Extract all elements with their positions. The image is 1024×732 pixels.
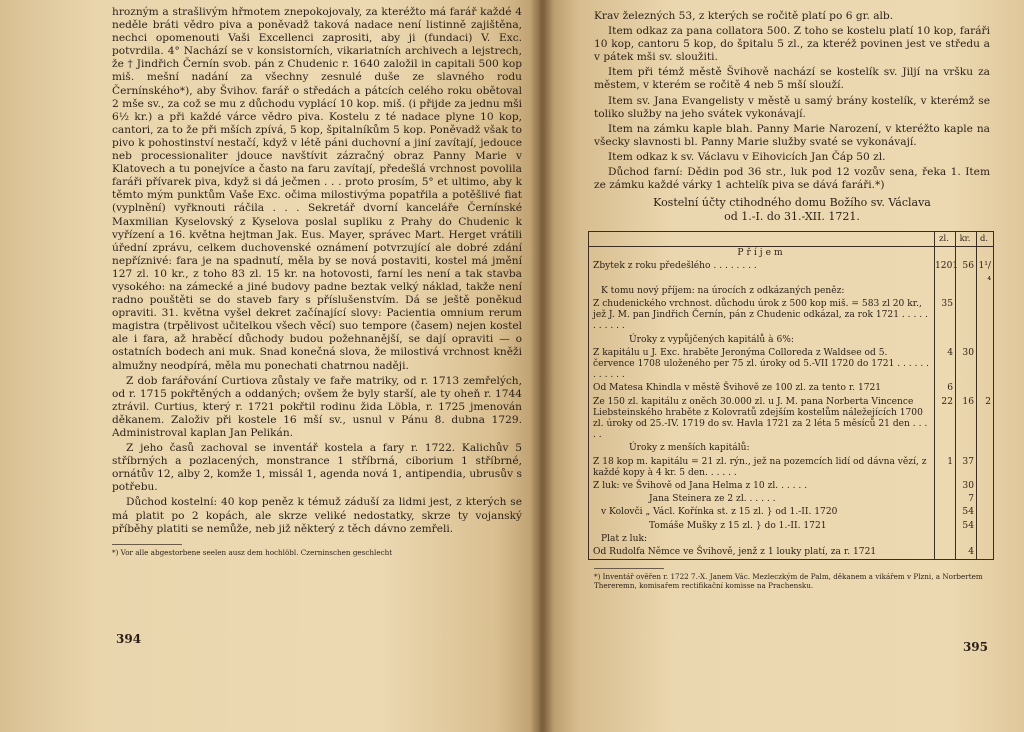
ledger-cell-zl — [934, 285, 955, 298]
ledger-row-description: Z kapitálu u J. Exc. hraběte Jeronýma Colloreda z Waldsee od 5. července 1708 uloženého per 75 zl. úroky od 5.-VII 1720 do 1721 . . . . . . . . . . . . — [593, 347, 930, 381]
right-paragraph: Item na zámku kaple blah. Panny Marie Narození, v kteréžto kaple na všecky slavnosti bl. Panny Marie služby svaté se vykonávají. — [594, 122, 990, 148]
right-paragraph: Item odkaz za pana collatora 500. Z toho se kostelu platí 10 kop, faráři 10 kop, cantoru 5 kop, do špitalu 5 zl., za kteréž povinen jest ve středu a v pátek mši sv. sloužiti. — [594, 25, 990, 64]
ledger-row-description: Od Rudolfa Němce ve Švihově, jenž z 1 louky platí, za r. 1721 — [593, 547, 877, 558]
right-page-text — [594, 10, 990, 192]
ledger-cell-zl — [934, 442, 955, 455]
ledger-row — [589, 520, 993, 533]
ledger-cell-kr: 54 — [955, 520, 976, 533]
ledger-cell-d — [976, 334, 993, 347]
ledger-rows — [589, 260, 993, 559]
right-page-number: 395 — [962, 640, 988, 654]
ledger-cell-zl — [934, 506, 955, 519]
ledger-row — [589, 298, 993, 334]
ledger-cell-zl — [934, 493, 955, 506]
ledger-row-description: v Kolovči „ Václ. Kořínka st. z 15 zl. } od 1.-II. 1720 — [601, 507, 838, 518]
ledger-row-description: Od Matesa Khindla v městě Švihově ze 100 zl. za tento r. 1721 — [593, 383, 882, 394]
ledger-row — [589, 260, 993, 284]
ledger-cell-kr: 7 — [955, 493, 976, 506]
ledger-cell-kr — [955, 334, 976, 347]
ledger-cell-zl — [934, 520, 955, 533]
ledger-cell-d — [976, 480, 993, 493]
ledger-cell-empty — [934, 247, 955, 260]
ledger-cell-zl: 1201 — [934, 260, 955, 284]
ledger-row-description: Z luk: ve Švihově od Jana Helma z 10 zl. . . . . . — [593, 481, 808, 492]
ledger-cell-d — [976, 456, 993, 480]
ledger-row-description: Úroky z menších kapitálů: — [629, 443, 750, 454]
ledger-cell-kr — [955, 285, 976, 298]
footnote-divider — [594, 568, 664, 569]
ledger-cell-d — [976, 520, 993, 533]
ledger-cell-kr: 54 — [955, 506, 976, 519]
ledger-cell-d — [976, 493, 993, 506]
ledger-row-description: Tomáše Mušky z 15 zl. } do 1.-II. 1721 — [649, 520, 827, 531]
ledger-cell-kr: 37 — [955, 456, 976, 480]
left-paragraph: Z jeho časů zachoval se inventář kostela a fary r. 1722. Kalichův 5 stříbrných a pozlacených, monstrance 1 stříbrná, ciborium 1 stříbrné, ornátův 12, alby 2, komže 1, missál 1, agenda nová 1, antipendia, ubrusův s potřebu. — [112, 442, 522, 494]
ledger-cell-zl — [934, 533, 955, 546]
ledger-cell-d — [976, 382, 993, 395]
ledger-header — [589, 232, 993, 247]
right-paragraph: Důchod farní: Dědin pod 36 str., luk pod 12 vozův sena, řeka 1. Item ze zámku každé várky 1 achtelík piva se dává faráři.*) — [594, 166, 990, 192]
ledger-row-description: Z chudenického vrchnost. důchodu úrok z 500 kop miš. = 583 zl 20 kr., jež J. M. pan Jindřich Černín, pán z Chudenic odkázal, za rok 1721 . . . . . . . . . . . — [593, 299, 928, 332]
ledger-cell-d — [976, 533, 993, 546]
right-page — [540, 0, 1024, 732]
ledger-title: Příjem — [737, 248, 786, 259]
ledger-cell-d — [976, 506, 993, 519]
ledger-cell-zl — [934, 480, 955, 493]
footnote-divider — [112, 544, 182, 545]
ledger-cell-zl — [934, 334, 955, 347]
ledger-cell-zl: 4 — [934, 347, 955, 383]
accounts-heading-line1: Kostelní účty ctihodného domu Božího sv. Václava — [653, 196, 931, 210]
ledger-cell-d — [976, 298, 993, 334]
ledger-cell-zl: 35 — [934, 298, 955, 334]
ledger-row — [589, 493, 993, 506]
right-paragraph: Krav železných 53, z kterých se ročitě platí po 6 gr. alb. — [594, 10, 894, 22]
ledger-cell-d — [976, 285, 993, 298]
left-page-number: 394 — [116, 632, 142, 646]
ledger-cell-d — [976, 546, 993, 559]
ledger-cell-d: 2 — [976, 396, 993, 443]
ledger-row-description: Úroky z vypůjčených kapitálů à 6%: — [629, 334, 794, 345]
left-paragraph: hrozným a strašlivým hřmotem znepokojovaly, za kteréžto má farář každé 4 neděle bráti vědro piva a poněvadž taková nadace není listinně zajištěna, nechci opomenouti Vaši Excellenci zaprositi, aby ji (fundaci) V. Exc. potvrdila. 4° Nachází se v konsistorních, vikariatních archivech a lejstrech, že † Jindřich Černín svob. pán z Chudenic r. 1640 založil in capitali 500 kop miš. mešní nadání za všechny zesnulé duše ze slavného rodu Černínského*), aby Švihov. farář o středách a pátcích celého roku obětoval 2 mše sv., za což se mu z důchodu vyplácí 10 kop. miš. (i přijde za jednu mši 6½ kr.) a při každé várce vědro piva. Kostelu z té nadace plyne 10 kop, cantori, za to že při mších zpívá, 5 kop, špitalníkům 5 kop. Poněvadž však to pivo k pohostinství nestačí, když v létě páni duchovní a jiní zavítají, jedouce neb processionaliter jdouce navštívit zázračný obraz Panny Marie v Klatovech a tu ponejvíce a často na faru zavítají, předešlá vrchnost povolila faráři přívarek piva, když si dá ječmen . . . proto prosím, 5° et ultimo, aby k těmto mým punktům Vaše Exc. očima milostivýma popatřila a potěšlivé fiat (vyplnění) vyřknouti ráčila . . . Sekretář dvorní kanceláře Černínské Maxmilian Kyselovský z Kyselova poslal supliku z Prahy do Chudenic k vyřízení a 16. května hejtman Jak. Eus. Mayer, správec Mart. Herget vrátili úřední zprávu, celkem duchovenské oznámení potvrzující ale dobré zdání nepříznivé: fara je na spadnutí, měla by se nová postaviti, kostel má jmění 127 zl. 10 kr., z toho 83 zl. 15 kr. na hotovosti, farní les není a tak stavba vysokého: na zámecké a jiné budovy padne beztak velký náklad, takže není radno pouštěti se do staveb fary s příslušenstvím. Dá se ještě poněkud opraviti. 31. května vyšel dekret začínající slovy: Pacientia omnium rerum magistra (trpělivost učitelkou všech věcí) suo tempore (časem) nejen kostel ale i fara, až hraběcí důchody budou požehnanější, se dají opraviti — o ostatních bodech ani muk. Snad konečná slova, že milostivá vrchnost kněži almužny neodpírá, měla mu ponechati chatrnou naději. — [112, 6, 522, 372]
ledger-row — [589, 396, 993, 443]
right-footnote: *) Inventář ověřen r. 1722 7.-X. Janem Vác. Mezleczkým de Palm, děkanem a vikářem v Plzni, a Norbertem Thereremn, komisařem rectifikační komisse na Prachensku. — [594, 572, 983, 591]
ledger-cell-empty — [976, 247, 993, 260]
right-paragraph: Item sv. Jana Evangelisty v městě u samý brány kostelík, v kterémž se toliko služby na jeho svátek vykonávají. — [594, 94, 990, 120]
ledger-cell-zl: 1 — [934, 456, 955, 480]
ledger-row — [589, 334, 993, 347]
right-paragraph: Item při témž městě Švihově nachází se kostelík sv. Jiljí na vršku za městem, v kterém se ročitě 4 neb 5 mší slouží. — [594, 66, 990, 92]
accounts-ledger — [588, 231, 994, 560]
ledger-row — [589, 285, 993, 298]
ledger-cell-d — [976, 442, 993, 455]
ledger-row-description: Zbytek z roku předešlého . . . . . . . . — [593, 261, 757, 272]
ledger-cell-kr: 4 — [955, 546, 976, 559]
ledger-row — [589, 480, 993, 493]
ledger-row — [589, 347, 993, 383]
ledger-cell-kr — [955, 442, 976, 455]
ledger-cell-kr: 16 — [955, 396, 976, 443]
ledger-row — [589, 506, 993, 519]
ledger-cell-kr — [955, 533, 976, 546]
ledger-row — [589, 533, 993, 546]
ledger-row — [589, 442, 993, 455]
ledger-cell-zl: 6 — [934, 382, 955, 395]
ledger-row — [589, 382, 993, 395]
ledger-row-description: Ze 150 zl. kapitálu z oněch 30.000 zl. u J. M. pana Norberta Vincence Liebsteinského hraběte z Kolovratů zdejším kostelům náležejících 1700 zl. úroky od 25.-IV. 1719 do sv. Havla 1721 za 2 léta 5 měsíců 21 den . . . . . — [593, 396, 928, 441]
left-paragraph: Z dob farářování Curtiova zůstaly ve faře matriky, od r. 1713 zemřelých, od r. 1715 pokřtěných a oddaných; ovšem že byly starší, ale ty oheň r. 1744 ztrávil. Curtius, který r. 1721 pokřtil rodinu žida Löbla, r. 1725 jmenován děkanem. Založiv při kostele 16 mší sv., usnul v Pánu 8. dubna 1729. Administroval kaplan Jan Pelikán. — [112, 374, 522, 439]
ledger-cell-zl — [934, 546, 955, 559]
ledger-col-d: d. — [976, 232, 993, 246]
left-page-text — [112, 6, 522, 536]
ledger-row-description: Z 18 kop m. kapitálu = 21 zl. rýn., jež na pozemcích lidí od dávna vězí, z každé kopy à 4 kr. 5 den. . . . . . — [593, 456, 927, 478]
ledger-cell-empty — [955, 247, 976, 260]
ledger-cell-kr: 30 — [955, 480, 976, 493]
right-paragraph: Item odkaz k sv. Václavu v Eihovicích Jan Čáp 50 zl. — [608, 150, 886, 163]
accounts-heading — [594, 196, 990, 223]
ledger-col-kr: kr. — [955, 232, 976, 246]
ledger-cell-zl: 22 — [934, 396, 955, 443]
ledger-row-description: Jana Steinera ze 2 zl. . . . . . — [649, 494, 776, 505]
ledger-cell-kr — [955, 298, 976, 334]
ledger-row — [589, 456, 993, 480]
ledger-cell-d — [976, 347, 993, 383]
ledger-cell-kr: 30 — [955, 347, 976, 383]
left-footnote: *) Vor alle abgestorbene seelen ausz dem hochlöbl. Czerninschen geschlecht — [112, 547, 393, 557]
ledger-cell-kr: 56 — [955, 260, 976, 284]
left-paragraph: Důchod kostelní: 40 kop peněz k témuž záduší za lidmi jest, z kterých se má platit po 2 kopách, ale skrze veliké nedostatky, skrze ty vojanský příběhy platiti se nemůže, neb již některý z těch dávno zemřeli. — [112, 496, 522, 535]
ledger-header-desc — [589, 232, 934, 246]
ledger-row-description: K tomu nový příjem: na úrocích z odkázaných peněz: — [601, 285, 845, 296]
ledger-row — [589, 546, 993, 559]
ledger-cell-d: 1¹/₄ — [976, 260, 993, 284]
ledger-col-zl: zl. — [934, 232, 955, 246]
ledger-cell-kr — [955, 382, 976, 395]
ledger-row-description: Plat z luk: — [601, 533, 648, 544]
ledger-title-row — [589, 247, 993, 260]
accounts-heading-line2: od 1.-I. do 31.-XII. 1721. — [724, 209, 860, 223]
